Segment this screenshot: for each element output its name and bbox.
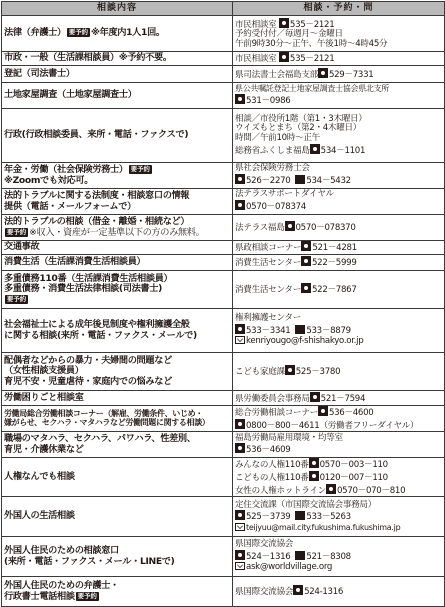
- phone-icon: [310, 392, 320, 402]
- phone-icon: [235, 550, 245, 560]
- phone-icon: [318, 68, 328, 78]
- header-contact: 相談・予約・問: [233, 2, 445, 16]
- row-contact: 県司法書士会福島支部 529－7331: [233, 66, 445, 83]
- reservation-required-badge: 要予約: [77, 591, 97, 600]
- table-row: [2, 109, 445, 163]
- table-row: [2, 577, 445, 607]
- table-row: [2, 16, 445, 52]
- reservation-required-badge: 要予約: [130, 165, 150, 174]
- row-topic: 外国人住民のための弁護士・ 行政書士電話相談 要予約: [2, 577, 233, 607]
- fax-icon: [295, 325, 305, 334]
- phone-icon: [309, 471, 319, 481]
- row-contact: こども家庭課 525－3780: [233, 353, 445, 391]
- row-contact: 県社会保険労務士会 526－2270 534－5432: [233, 163, 445, 189]
- phone-icon: [235, 200, 245, 210]
- row-topic: 労働困りごと相談室: [2, 391, 233, 406]
- phone-icon: [235, 174, 245, 184]
- row-contact: 県国際交流協会 524-1316: [233, 577, 445, 607]
- table-row: [2, 66, 445, 83]
- phone-icon: [301, 283, 311, 293]
- row-topic: 土地家屋調査（土地家屋調査士）: [2, 83, 233, 109]
- table-row: [2, 537, 445, 577]
- phone-icon: [301, 241, 311, 251]
- row-contact: みんなの人権110番 0570－003－110 こどもの人権110番 0120－007－110 女性の人権ホットライン 0570－070－810: [233, 458, 445, 497]
- row-contact: 消費生活センター 522－7867: [233, 271, 445, 309]
- phone-icon: [235, 94, 245, 104]
- table-row: [2, 189, 445, 215]
- table-row: [2, 255, 445, 271]
- phone-icon: [285, 365, 295, 375]
- phone-icon: [279, 18, 289, 28]
- phone-icon: [285, 221, 295, 231]
- row-contact: 福島労働局雇用環境・均等室 536－4609: [233, 432, 445, 458]
- phone-icon: [235, 443, 245, 453]
- row-topic: 法律（弁護士） 要予約 ※年度内1人1回。: [2, 16, 233, 52]
- row-contact: 県労働委員会事務局 521－7594: [233, 391, 445, 406]
- row-topic: 人権なんでも相談: [2, 458, 233, 497]
- table-row: [2, 163, 445, 189]
- row-contact: 定住交流課（市国際交流協会事務局） 525－3739 533－5263 teijyuu@mail.city.fukushima.fukushima.jp: [233, 497, 445, 537]
- phone-icon: [235, 324, 245, 334]
- table-row: [2, 458, 445, 497]
- row-contact: 県国際交流協会 524－1316 521－8308 ask@worldvillage.org: [233, 537, 445, 577]
- phone-icon: [301, 256, 311, 266]
- row-contact: 総合労働相談コーナー 536－4600 0800－800－4611（労働者フリーダイヤル）: [233, 406, 445, 432]
- table-row: [2, 241, 445, 255]
- row-topic: 労働局総合労働相談コーナー（解雇、労働条件、いじめ・ 嫌がらせ、セクハラ・マタハラなど労働問題に関する相談）: [2, 406, 233, 432]
- fax-icon: [295, 511, 305, 520]
- table-row: [2, 432, 445, 458]
- row-contact: 権利擁護センター 533－3341 533－8879 kenriyougo@f-shishakyo.or.jp: [233, 309, 445, 353]
- fax-icon: [295, 175, 305, 184]
- phone-icon: [235, 510, 245, 520]
- phone-icon: [326, 484, 336, 494]
- phone-icon: [318, 406, 328, 416]
- table-row: [2, 215, 445, 241]
- row-contact: 消費生活センター 522－5999: [233, 255, 445, 271]
- phone-icon: [235, 419, 245, 429]
- row-topic: 市政・一般（生活課相談員）※予約不要。: [2, 52, 233, 66]
- phone-icon: [310, 144, 320, 154]
- row-topic: 行政(行政相談委員、来所・電話・ファクスで): [2, 109, 233, 163]
- phone-icon: [309, 458, 319, 468]
- row-contact: 市民相談室 535－2121: [233, 52, 445, 66]
- reservation-required-badge: 要予約: [7, 227, 27, 236]
- header-consultation-content: 相談内容: [2, 2, 233, 16]
- table-row: [2, 309, 445, 353]
- row-contact: 相談／市役所1階（第1・3木曜日） ウイズもとまち（第2・4木曜日） 時間／午前10時～正午 総務省ふくしま福島 534－1101: [233, 109, 445, 163]
- row-topic: 法的トラブルの相談（借金・離婚・相続など） 要予約 ※収入・資産が一定基準以下の方のみ無料。: [2, 215, 233, 241]
- row-topic: 登記（司法書士）: [2, 66, 233, 83]
- row-topic: 交通事故: [2, 241, 233, 255]
- table-row: [2, 391, 445, 406]
- row-topic: 外国人の生活相談: [2, 497, 233, 537]
- row-topic: 職場のマタハラ、セクハラ、パワハラ、性差別、 育児・介護休業など: [2, 432, 233, 458]
- row-topic: 消費生活（生活課消費生活相談員）: [2, 255, 233, 271]
- row-topic: 法的トラブルに関する法制度・相談窓口の情報 提供（電話・メールフォームで）: [2, 189, 233, 215]
- mail-icon: [235, 336, 245, 344]
- fax-icon: [295, 551, 305, 560]
- phone-icon: [279, 52, 289, 62]
- table-row: [2, 497, 445, 537]
- row-contact: 法テラス福島 0570－078370: [233, 215, 445, 241]
- row-contact: 県公共嘱託登記土地家屋調査士協会県北支所 531－0986: [233, 83, 445, 109]
- table-row: [2, 271, 445, 309]
- row-contact: 県政相談コーナー 521－4281: [233, 241, 445, 255]
- table-row: [2, 52, 445, 66]
- phone-icon: [293, 585, 303, 595]
- row-contact: 市民相談室 535－2121 予約受付付／毎週月～金曜日 午前9時30分～正午、午後1時～4時45分: [233, 16, 445, 52]
- mail-icon: [235, 523, 245, 531]
- table-row: [2, 83, 445, 109]
- reservation-required-badge: 要予約: [7, 294, 27, 303]
- mail-icon: [235, 562, 245, 570]
- table-row: [2, 406, 445, 432]
- consultation-table: [1, 1, 445, 607]
- row-contact: 法テラスサポートダイヤル 0570－078374: [233, 189, 445, 215]
- row-topic: 社会福祉士による成年後見制度や権利擁護全般 に関する相談(来所・電話・ファクス・メールで): [2, 309, 233, 353]
- row-topic: 配偶者などからの暴力・夫婦間の問題など （女性相談支援員） 育児不安・児童虐待・家庭内での悩みなど: [2, 353, 233, 391]
- table-row: [2, 353, 445, 391]
- row-topic: 多重債務110番（生活課消費生活相談員） 多重債務・消費生活法律相談(司法書士) 要予約: [2, 271, 233, 309]
- row-topic: 年金・労働（社会保険労務士） 要予約 ※Zoomでも対応可。: [2, 163, 233, 189]
- reservation-required-badge: 要予約: [68, 28, 89, 37]
- row-topic: 外国人住民のための相談窓口 (来所・電話・ファクス・メール・LINEで): [2, 537, 233, 577]
- table-header-row: [2, 2, 445, 16]
